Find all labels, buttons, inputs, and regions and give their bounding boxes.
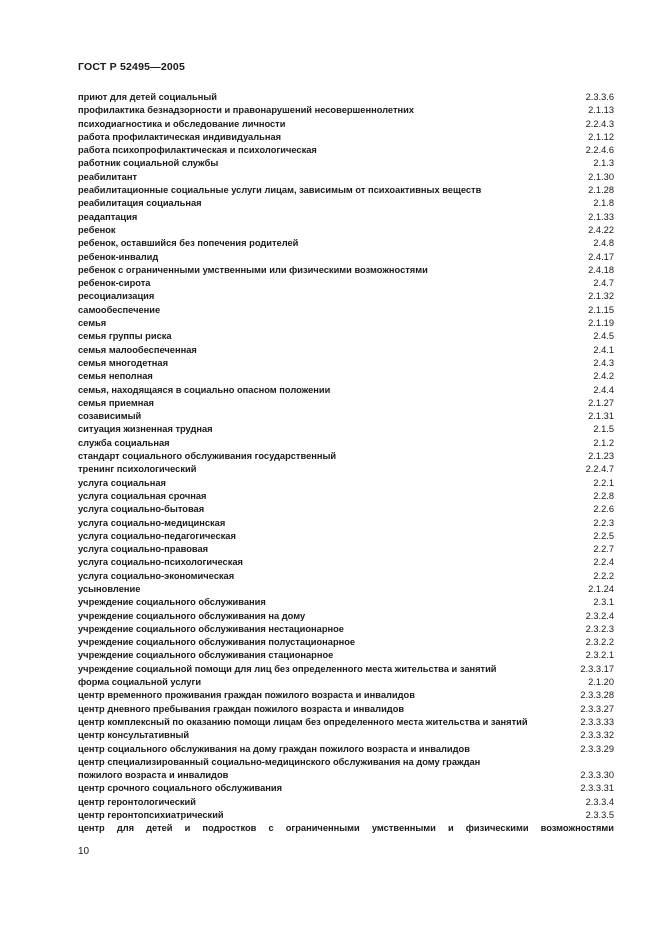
- index-number: 2.4.2: [593, 371, 614, 382]
- index-number: 2.3.2.1: [585, 650, 614, 661]
- index-number: 2.4.18: [588, 264, 614, 275]
- index-number: 2.3.3.28: [580, 690, 614, 701]
- index-term: центр геронтологический: [78, 796, 196, 807]
- index-entry: [78, 344, 614, 357]
- index-number: 2.1.3: [593, 158, 614, 169]
- index-term: реадаптация: [78, 211, 138, 222]
- index-number: 2.3.3.30: [580, 770, 614, 781]
- index-number: 2.4.4: [593, 384, 614, 395]
- index-term: центр социального обслуживания на дому граждан пожилого возраста и инвалидов: [78, 743, 470, 754]
- index-term: учреждение социального обслуживания на дому: [78, 610, 306, 621]
- index-number: 2.1.12: [588, 131, 614, 142]
- index-entry: [78, 596, 614, 609]
- index-entry: [78, 264, 614, 277]
- index-entry: [78, 477, 614, 490]
- index-number: 2.3.3.6: [585, 92, 614, 102]
- index-term: усыновление: [78, 583, 141, 594]
- index-entry: [78, 610, 614, 623]
- index-number: 2.3.3.29: [580, 743, 614, 754]
- index-entry: [78, 543, 614, 556]
- index-term: семья приемная: [78, 397, 154, 408]
- index-term: центр консультативный: [78, 730, 190, 741]
- index-term: услуга социально-бытовая: [78, 504, 205, 515]
- index-entry: [78, 703, 614, 716]
- index-entry: [78, 251, 614, 264]
- index-term: психодиагностика и обследование личности: [78, 118, 286, 129]
- index-number: 2.4.1: [593, 344, 614, 355]
- index-term: учреждение социального обслуживания стационарное: [78, 650, 334, 661]
- index-entry: [78, 330, 614, 343]
- index-entry: [78, 384, 614, 397]
- index-entry: [78, 716, 614, 729]
- index-number: 2.1.27: [588, 397, 614, 408]
- index-number: 2.1.32: [588, 291, 614, 302]
- index-entry: [78, 397, 614, 410]
- index-entry: [78, 782, 614, 795]
- index-number: 2.1.28: [588, 185, 614, 196]
- index-number: 2.3.2.3: [585, 623, 614, 634]
- page-number: 10: [78, 846, 90, 857]
- index-number: 2.1.15: [588, 304, 614, 315]
- index-entry: [78, 157, 614, 170]
- index-term: ребенок: [78, 224, 116, 235]
- index-entry: [78, 317, 614, 330]
- index-entry: [78, 623, 614, 636]
- index-entry: [78, 144, 614, 157]
- index-term: тренинг психологический: [78, 464, 197, 475]
- index-term: семья: [78, 318, 107, 329]
- index-term: центр специализированный социально-медицинского обслуживания на дому граждан: [78, 756, 481, 767]
- index-entry: [78, 556, 614, 569]
- index-entry: [78, 636, 614, 649]
- index-number: 2.1.8: [593, 198, 614, 209]
- index-number: 2.1.31: [588, 411, 614, 422]
- index-entry: [78, 290, 614, 303]
- index-entry: [78, 570, 614, 583]
- index-term: реабилитационные социальные услуги лицам, зависимым от психоактивных веществ: [78, 185, 482, 196]
- index-term: профилактика безнадзорности и правонарушений несовершеннолетних: [78, 105, 415, 116]
- index-number: 2.3.3.5: [585, 810, 614, 821]
- index-entry: [78, 197, 614, 210]
- index-term: семья неполная: [78, 371, 153, 382]
- index-number: 2.3.2.2: [585, 637, 614, 648]
- index-number: 2.2.5: [593, 530, 614, 541]
- index-number: 2.3.2.4: [585, 610, 614, 621]
- index-entry-last: [78, 822, 614, 835]
- index-entry: [78, 370, 614, 383]
- index-number: 2.4.3: [593, 357, 614, 368]
- index-term: учреждение социального обслуживания нестационарное: [78, 623, 344, 634]
- index-number: 2.2.4.3: [585, 118, 614, 129]
- index-number: 2.4.8: [593, 238, 614, 249]
- index-term: стандарт социального обслуживания государственный: [78, 451, 337, 462]
- index-entry: [78, 809, 614, 822]
- index-number: 2.3.3.31: [580, 783, 614, 794]
- index-term: форма социальной услуги: [78, 677, 202, 688]
- index-term: ситуация жизненная трудная: [78, 424, 213, 435]
- index-entry: [78, 277, 614, 290]
- index-entry: [78, 118, 614, 131]
- index-number: 2.4.5: [593, 331, 614, 342]
- index-term: услуга социально-психологическая: [78, 557, 243, 568]
- index-number: 2.2.4: [593, 557, 614, 568]
- index-term: услуга социально-правовая: [78, 544, 209, 555]
- index-entry: [78, 743, 614, 756]
- index-entry: [78, 463, 614, 476]
- index-number: 2.3.3.32: [580, 730, 614, 741]
- index-number: 2.3.3.4: [585, 796, 614, 807]
- index-entry-multiline: [78, 756, 614, 783]
- document-header: ГОСТ Р 52495—2005: [78, 61, 186, 73]
- term-index: [78, 91, 614, 836]
- index-entry: [78, 503, 614, 516]
- index-entry: [78, 91, 614, 104]
- index-term: служба социальная: [78, 437, 170, 448]
- index-term: работа психопрофилактическая и психологическая: [78, 145, 317, 156]
- index-term: семья малообеспеченная: [78, 344, 197, 355]
- index-term: приют для детей социальный: [78, 92, 217, 102]
- index-term: работа профилактическая индивидуальная: [78, 131, 282, 142]
- index-number: 2.1.33: [588, 211, 614, 222]
- index-term: реабилитация социальная: [78, 198, 202, 209]
- index-term: ребенок-сирота: [78, 278, 151, 289]
- index-term: ребенок, оставшийся без попечения родителей: [78, 238, 299, 249]
- index-term: услуга социальная срочная: [78, 490, 207, 501]
- index-term: семья группы риска: [78, 331, 172, 342]
- index-number: 2.4.22: [588, 224, 614, 235]
- index-entry: [78, 517, 614, 530]
- index-entry: [78, 423, 614, 436]
- index-number: 2.2.7: [593, 544, 614, 555]
- index-number: 2.2.8: [593, 490, 614, 501]
- index-term: ребенок с ограниченными умственными или физическими возможностями: [78, 264, 428, 275]
- index-entry: [78, 357, 614, 370]
- index-number: 2.3.3.17: [580, 663, 614, 674]
- index-term: центр для детей и подростков с ограниченными умственными и физическими возможностями: [78, 823, 614, 834]
- index-term: услуга социальная: [78, 477, 166, 488]
- index-entry: [78, 450, 614, 463]
- index-number: 2.1.23: [588, 451, 614, 462]
- index-number: 2.1.30: [588, 171, 614, 182]
- index-entry: [78, 184, 614, 197]
- index-term: созависимый: [78, 411, 142, 422]
- index-number: 2.2.6: [593, 504, 614, 515]
- index-block-b: [78, 782, 614, 822]
- index-entry: [78, 211, 614, 224]
- index-entry: [78, 583, 614, 596]
- index-term: центр временного проживания граждан пожилого возраста и инвалидов: [78, 690, 415, 701]
- index-term: семья многодетная: [78, 357, 169, 368]
- index-number: 2.2.1: [593, 477, 614, 488]
- index-term: самообеспечение: [78, 304, 161, 315]
- index-term: ресоциализация: [78, 291, 155, 302]
- index-number: 2.3.3.27: [580, 703, 614, 714]
- index-entry: [78, 237, 614, 250]
- index-entry: [78, 649, 614, 662]
- index-number: 2.2.4.6: [585, 145, 614, 156]
- index-entry: [78, 796, 614, 809]
- index-entry: [78, 304, 614, 317]
- index-number: 2.1.2: [593, 437, 614, 448]
- index-entry: [78, 171, 614, 184]
- index-entry: [78, 530, 614, 543]
- index-number: 2.1.24: [588, 583, 614, 594]
- index-term: центр комплексный по оказанию помощи лицам без определенного места жительства и занятий: [78, 716, 528, 727]
- index-term: учреждение социального обслуживания полустационарное: [78, 637, 356, 648]
- index-term: пожилого возраста и инвалидов: [78, 770, 229, 781]
- index-entry: [78, 437, 614, 450]
- index-term: учреждение социального обслуживания: [78, 597, 266, 608]
- index-term: услуга социально-педагогическая: [78, 530, 236, 541]
- index-term: реабилитант: [78, 171, 137, 182]
- index-entry: [78, 490, 614, 503]
- index-entry: [78, 676, 614, 689]
- index-term: центр геронтопсихиатрический: [78, 810, 224, 821]
- index-term: учреждение социальной помощи для лиц без определенного места жительства и занятий: [78, 663, 497, 674]
- index-term: услуга социально-экономическая: [78, 570, 235, 581]
- index-number: 2.2.4.7: [585, 464, 614, 475]
- index-entry: [78, 131, 614, 144]
- index-number: 2.3.3.33: [580, 716, 614, 727]
- index-entry: [78, 729, 614, 742]
- index-number: 2.1.13: [588, 105, 614, 116]
- index-term: работник социальной службы: [78, 158, 219, 169]
- index-block-a: [78, 91, 614, 756]
- index-number: 2.2.3: [593, 517, 614, 528]
- index-term: семья, находящаяся в социально опасном положении: [78, 384, 331, 395]
- index-entry: [78, 663, 614, 676]
- index-number: 2.1.20: [588, 677, 614, 688]
- index-entry: [78, 104, 614, 117]
- index-number: 2.4.17: [588, 251, 614, 262]
- index-entry: [78, 689, 614, 702]
- index-number: 2.1.5: [593, 424, 614, 435]
- index-entry: [78, 410, 614, 423]
- index-number: 2.1.19: [588, 318, 614, 329]
- index-term: услуга социально-медицинская: [78, 517, 226, 528]
- index-term: ребенок-инвалид: [78, 251, 159, 262]
- index-term: центр дневного пребывания граждан пожилого возраста и инвалидов: [78, 703, 405, 714]
- index-entry: [78, 224, 614, 237]
- index-number: 2.4.7: [593, 278, 614, 289]
- index-number: 2.2.2: [593, 570, 614, 581]
- index-number: 2.3.1: [593, 597, 614, 608]
- index-term: центр срочного социального обслуживания: [78, 783, 283, 794]
